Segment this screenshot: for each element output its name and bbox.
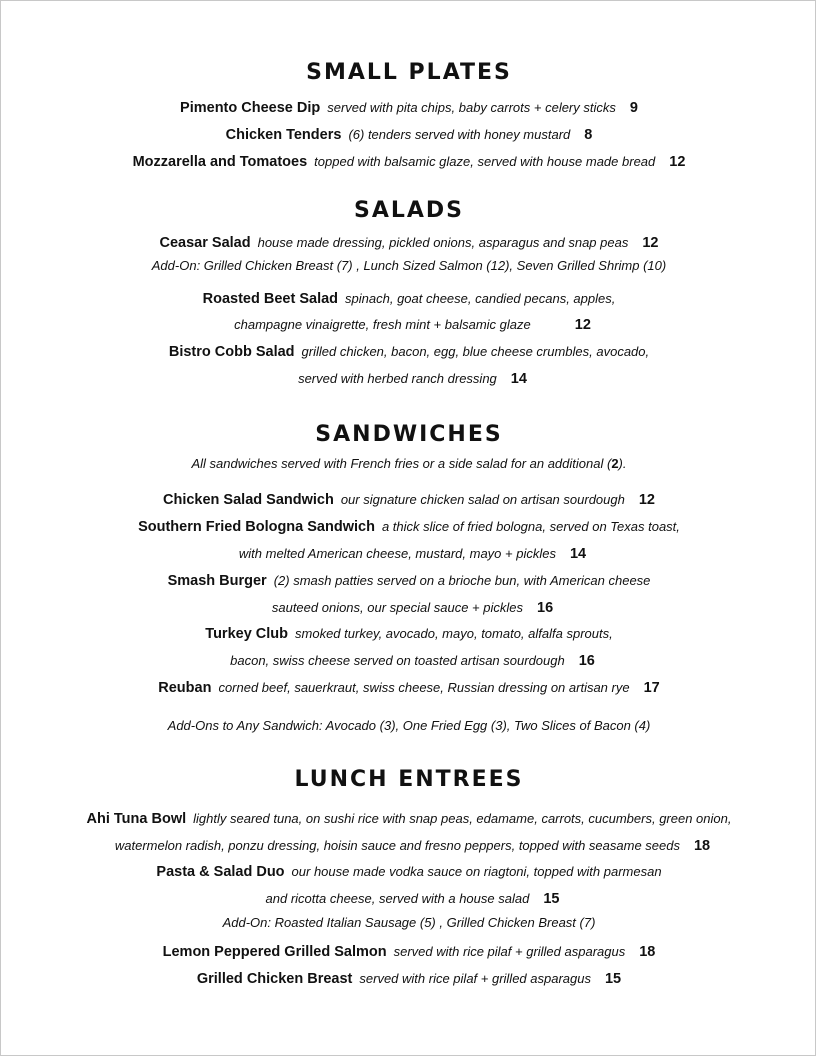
item-price: 14 (510, 371, 527, 387)
item-description: served with rice pilaf + grilled asparagus (393, 944, 626, 959)
item-price: 16 (537, 600, 554, 616)
section-heading-lunch-entrees: LUNCH ENTREES (294, 767, 524, 792)
item-description: our signature chicken salad on artisan sourdough (340, 492, 625, 507)
item-name: Grilled Chicken Breast (196, 971, 353, 987)
menu-item-continued (1, 315, 816, 334)
item-description: bacon, swiss cheese served on toasted artisan sourdough (230, 653, 565, 668)
section-heading-salads: SALADS (353, 198, 465, 223)
item-description: grilled chicken, bacon, egg, blue cheese crumbles, avocado, (301, 344, 650, 359)
item-price: 18 (639, 944, 656, 960)
item-description: and ricotta cheese, served with a house salad (265, 891, 530, 906)
menu-item (1, 152, 816, 171)
item-description: house made dressing, pickled onions, asparagus and snap peas (257, 235, 629, 250)
salad-addons: Add-On: Grilled Chicken Breast (7) , Lunch Sized Salmon (12), Seven Grilled Shrimp (10) (151, 258, 667, 273)
menu-item (1, 571, 816, 590)
item-description: smoked turkey, avocado, mayo, tomato, alfalfa sprouts, (295, 626, 613, 641)
section-heading-sandwiches: SANDWICHES (315, 422, 503, 447)
menu-item-continued (1, 836, 816, 855)
item-name: Smash Burger (167, 573, 267, 589)
item-description: watermelon radish, ponzu dressing, hoisin sauce and fresno peppers, topped with seasame seeds (114, 838, 680, 853)
menu-item (1, 862, 816, 881)
item-name: Pimento Cheese Dip (180, 100, 321, 116)
menu-item-continued (1, 369, 816, 388)
menu-item (1, 809, 816, 828)
item-name: Roasted Beet Salad (202, 291, 339, 307)
item-name: Mozzarella and Tomatoes (132, 154, 308, 170)
menu-item (1, 624, 816, 643)
item-price: 15 (604, 971, 622, 987)
item-price: 9 (629, 100, 638, 116)
item-price: 12 (669, 154, 686, 170)
item-description: with melted American cheese, mustard, mayo + pickles (238, 546, 556, 561)
item-name: Pasta & Salad Duo (156, 864, 285, 880)
menu-item (1, 490, 816, 509)
item-description: lightly seared tuna, on sushi rice with snap peas, edamame, carrots, cucumbers, green onion, (193, 811, 732, 826)
item-name: Turkey Club (205, 626, 289, 642)
item-name: Southern Fried Bologna Sandwich (138, 519, 375, 535)
item-price: 12 (642, 235, 659, 251)
note-price: 2 (611, 456, 619, 471)
sandwich-addons: Add-Ons to Any Sandwich: Avocado (3), One Fried Egg (3), Two Slices of Bacon (4) (167, 718, 651, 733)
section-heading-small-plates: SMALL PLATES (306, 60, 512, 85)
item-name: Chicken Salad Sandwich (163, 492, 334, 508)
item-price: 18 (693, 838, 711, 854)
item-name: Chicken Tenders (225, 127, 342, 143)
item-name: Ceasar Salad (159, 235, 251, 251)
item-description: our house made vodka sauce on riagtoni, topped with parmesan (291, 864, 662, 879)
item-price: 14 (569, 546, 587, 562)
menu-item-continued (1, 598, 816, 617)
menu-item (1, 969, 816, 988)
item-description: sauteed onions, our special sauce + pickles (271, 600, 523, 615)
menu-item (1, 125, 816, 144)
item-description: spinach, goat cheese, candied pecans, apples, (345, 291, 616, 306)
item-description: served with pita chips, baby carrots + celery sticks (327, 100, 616, 115)
item-description: champagne vinaigrette, fresh mint + balsamic glaze (234, 317, 531, 332)
item-description: (2) smash patties served on a brioche bun, with American cheese (273, 573, 651, 588)
item-price: 12 (574, 317, 591, 333)
menu-item-continued (1, 651, 816, 670)
menu-item (1, 289, 816, 308)
item-name: Lemon Peppered Grilled Salmon (162, 944, 387, 960)
item-name: Bistro Cobb Salad (168, 344, 295, 360)
item-description: served with rice pilaf + grilled asparagus (359, 971, 591, 986)
menu-item-continued (1, 544, 816, 563)
item-price: 17 (643, 680, 660, 696)
item-name: Ahi Tuna Bowl (86, 811, 187, 827)
menu-item (1, 98, 816, 117)
item-price: 15 (543, 891, 560, 907)
entree-addons: Add-On: Roasted Italian Sausage (5) , Grilled Chicken Breast (7) (222, 915, 596, 930)
menu-item (1, 517, 816, 536)
item-price: 16 (578, 653, 595, 669)
menu-item (1, 233, 816, 252)
item-name: Reuban (158, 680, 212, 696)
menu-item-continued (1, 889, 816, 908)
note-text: All sandwiches served with French fries or a side salad for an additional ( (191, 456, 612, 471)
menu-item (1, 342, 816, 361)
item-price: 8 (584, 127, 593, 143)
item-description: served with herbed ranch dressing (298, 371, 497, 386)
menu-item (1, 942, 816, 961)
item-price: 12 (638, 492, 655, 508)
menu-item (1, 678, 816, 697)
item-description: corned beef, sauerkraut, swiss cheese, Russian dressing on artisan rye (218, 680, 630, 695)
item-description: (6) tenders served with honey mustard (348, 127, 571, 142)
note-text-end: ). (618, 456, 627, 471)
sandwich-side-note (1, 455, 816, 473)
item-description: topped with balsamic glaze, served with house made bread (314, 154, 656, 169)
item-description: a thick slice of fried bologna, served on Texas toast, (381, 519, 680, 534)
